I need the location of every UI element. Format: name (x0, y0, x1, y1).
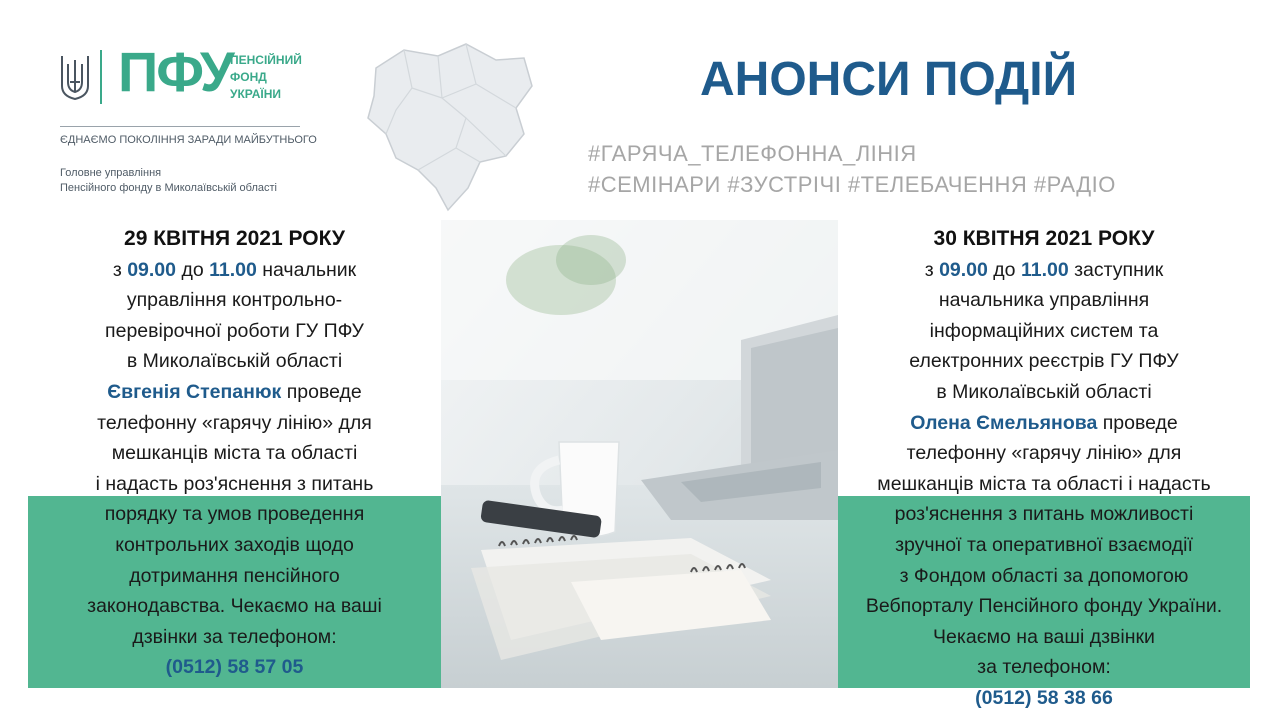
right-time-from: 09.00 (939, 258, 988, 281)
left-line7: мешканців міста та області (111, 442, 358, 465)
office-line1: Головне управління (60, 167, 162, 179)
right-line10: зручної та оперативної взаємодії (895, 533, 1193, 556)
left-line4: в Миколаївській області (126, 350, 343, 373)
right-date: 30 КВІТНЯ 2021 РОКУ (933, 227, 1155, 250)
slogan: ЄДНАЄМО ПОКОЛІННЯ ЗАРАДИ МАЙБУТНЬОГО (60, 134, 317, 146)
pfu-full-name-line3: УКРАЇНИ (230, 87, 282, 101)
left-line3: перевірочної роботи ГУ ПФУ (105, 319, 364, 342)
page-title: АНОНСИ ПОДІЙ (700, 53, 1078, 106)
right-line12: Вебпорталу Пенсійного фонду України. (865, 595, 1223, 618)
logo-separator (100, 50, 102, 104)
office-line2: Пенсійного фонду в Миколаївській області (60, 182, 278, 194)
office-desk-photo (441, 220, 838, 688)
pfu-logo-text: ПФУ (118, 40, 233, 103)
right-person-tail: проведе (1102, 411, 1178, 434)
right-to-word: до (993, 258, 1016, 281)
left-line8: і надасть роз'яснення з питань (95, 472, 374, 495)
right-line7: телефонну «гарячу лінію» для (906, 442, 1182, 465)
right-line14: за телефоном: (977, 656, 1111, 679)
trident-emblem-icon (58, 52, 92, 102)
right-time-line (838, 255, 1250, 286)
left-from-word: з (112, 258, 122, 281)
right-line13: Чекаємо на ваші дзвінки (933, 625, 1155, 648)
left-line9: порядку та умов проведення (104, 503, 365, 526)
right-time-to: 11.00 (1020, 258, 1069, 281)
left-line10: контрольних заходів щодо (115, 533, 354, 556)
right-line9: роз'яснення з питань можливості (894, 503, 1194, 526)
left-time-line (28, 255, 441, 286)
right-person-name: Олена Ємельянова (910, 411, 1098, 434)
left-date: 29 КВІТНЯ 2021 РОКУ (124, 227, 345, 250)
right-line8: мешканців міста та області і надасть (877, 472, 1211, 495)
right-line11: з Фондом області за допомогою (899, 564, 1189, 587)
regional-office-name (60, 166, 277, 196)
right-line5: в Миколаївській області (936, 380, 1152, 403)
region-map-icon (356, 38, 546, 216)
left-line6: телефонну «гарячу лінію» для (97, 411, 372, 434)
left-position: начальник (262, 258, 357, 281)
left-time-to: 11.00 (209, 258, 257, 281)
right-line2: начальника управління (938, 289, 1150, 312)
right-position: заступник (1074, 258, 1164, 281)
right-phone: (0512) 58 38 66 (975, 686, 1113, 709)
right-line4: електронних реєстрів ГУ ПФУ (909, 350, 1179, 373)
pfu-full-name-line1: ПЕНСІЙНИЙ (230, 53, 302, 67)
left-line13: дзвінки за телефоном: (132, 625, 337, 648)
hashtags-line1: #ГАРЯЧА_ТЕЛЕФОННА_ЛІНІЯ (588, 141, 917, 166)
slogan-divider (60, 126, 300, 127)
left-line2: управління контрольно- (126, 289, 343, 312)
right-line3: інформаційних систем та (929, 319, 1159, 342)
hashtags (588, 138, 1116, 200)
left-person-line (28, 377, 441, 408)
left-to-word: до (181, 258, 204, 281)
hashtags-line2: #СЕМІНАРИ #ЗУСТРІЧІ #ТЕЛЕБАЧЕННЯ #РАДІО (588, 172, 1116, 197)
left-line11: дотримання пенсійного (129, 564, 340, 587)
left-person-tail: проведе (286, 380, 362, 403)
left-time-from: 09.00 (127, 258, 177, 281)
left-announcement (28, 224, 441, 683)
right-person-line (838, 408, 1250, 439)
right-announcement (838, 224, 1250, 714)
pfu-full-name-line2: ФОНД (230, 70, 267, 84)
left-phone: (0512) 58 57 05 (165, 656, 304, 679)
right-from-word: з (924, 258, 934, 281)
left-person-name: Євгенія Степанюк (107, 380, 282, 403)
pfu-full-name (230, 52, 302, 103)
left-line12: законодавства. Чекаємо на ваші (87, 595, 382, 618)
